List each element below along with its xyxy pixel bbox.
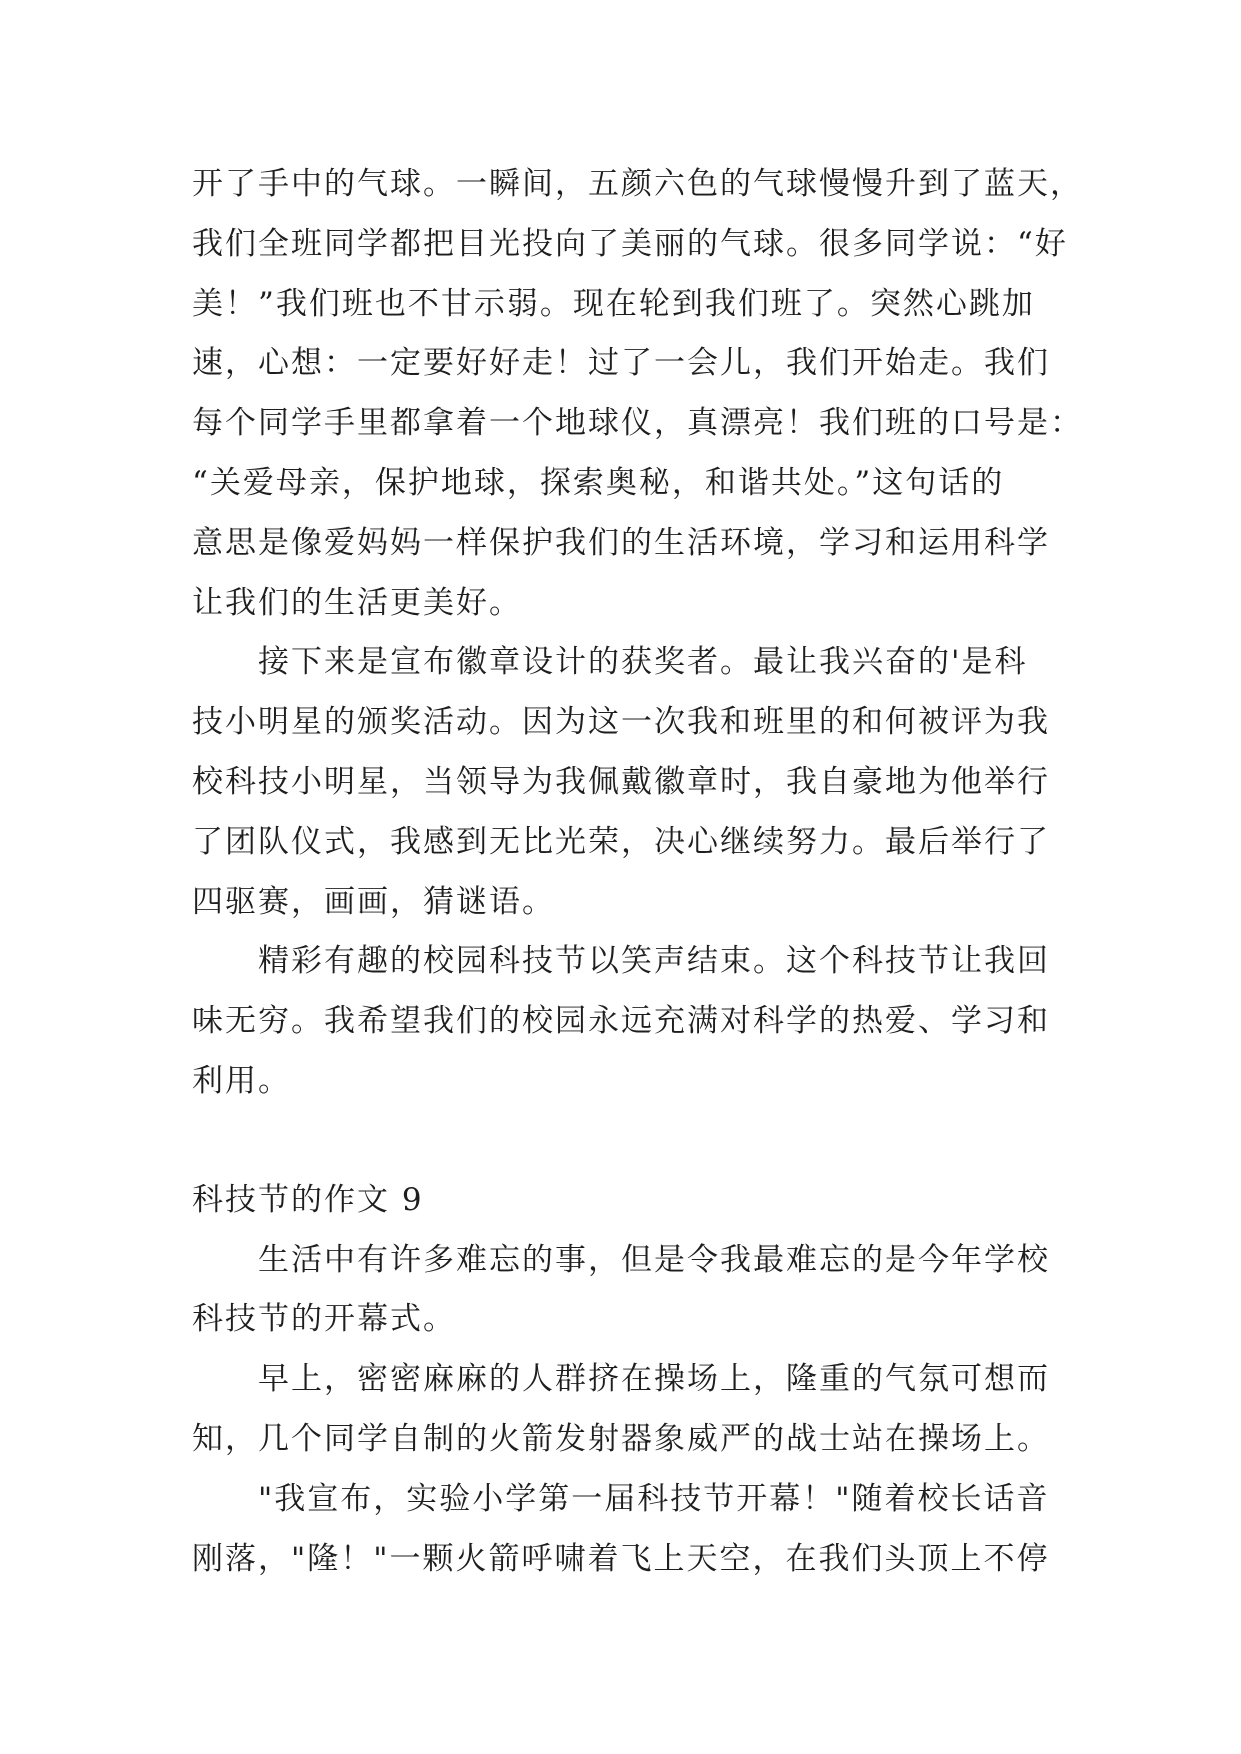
text-line: 知，几个同学自制的火箭发射器象威严的战士站在操场上。 xyxy=(192,1420,1050,1457)
text-line: 科技节的开幕式。 xyxy=(192,1301,456,1338)
text-line: 我们全班同学都把目光投向了美丽的气球。很多同学说：“好 xyxy=(192,225,1068,262)
text-line: 意思是像爱妈妈一样保护我们的生活环境，学习和运用科学 xyxy=(192,524,1050,561)
text-line: 利用。 xyxy=(192,1062,291,1099)
text-line: 味无穷。我希望我们的校园永远充满对科学的热爱、学习和 xyxy=(192,1003,1050,1040)
text-line: 技小明星的颁奖活动。因为这一次我和班里的和何被评为我 xyxy=(192,704,1050,741)
text-line: 四驱赛，画画，猜谜语。 xyxy=(192,883,555,920)
text-line: 接下来是宣布徽章设计的获奖者。最让我兴奋的'是科 xyxy=(258,644,1028,681)
text-line: 速，心想：一定要好好走！过了一会儿，我们开始走。我们 xyxy=(192,345,1050,382)
text-line: 早上，密密麻麻的人群挤在操场上，隆重的气氛可想而 xyxy=(258,1361,1050,1398)
section-title: 科技节的作文 9 xyxy=(192,1181,424,1218)
essay-part-2 xyxy=(192,1231,1072,1590)
text-line: 刚落，"隆！"一颗火箭呼啸着飞上天空，在我们头顶上不停 xyxy=(192,1540,1050,1577)
text-line: 生活中有许多难忘的事，但是令我最难忘的是今年学校 xyxy=(258,1241,1050,1278)
text-line: 每个同学手里都拿着一个地球仪，真漂亮！我们班的口号是： xyxy=(192,405,1083,442)
text-line: 校科技小明星，当领导为我佩戴徽章时，我自豪地为他举行 xyxy=(192,763,1050,800)
essay-body xyxy=(192,155,1083,1589)
text-line: 精彩有趣的校园科技节以笑声结束。这个科技节让我回 xyxy=(258,943,1050,980)
text-line: 开了手中的气球。一瞬间，五颜六色的气球慢慢升到了蓝天， xyxy=(192,166,1083,202)
text-line: 美！”我们班也不甘示弱。现在轮到我们班了。突然心跳加 xyxy=(192,285,1035,322)
text-line: 了团队仪式，我感到无比光荣，决心继续努力。最后举行了 xyxy=(192,823,1050,860)
text-line: “关爱母亲，保护地球，探索奥秘，和谐共处。”这句话的 xyxy=(192,464,1005,501)
text-line: "我宣布，实验小学第一届科技节开幕！"随着校长话音 xyxy=(258,1480,1050,1517)
section-gap xyxy=(192,1112,1072,1171)
essay-part-1 xyxy=(192,155,1083,1112)
text-line: 让我们的生活更美好。 xyxy=(192,584,522,621)
